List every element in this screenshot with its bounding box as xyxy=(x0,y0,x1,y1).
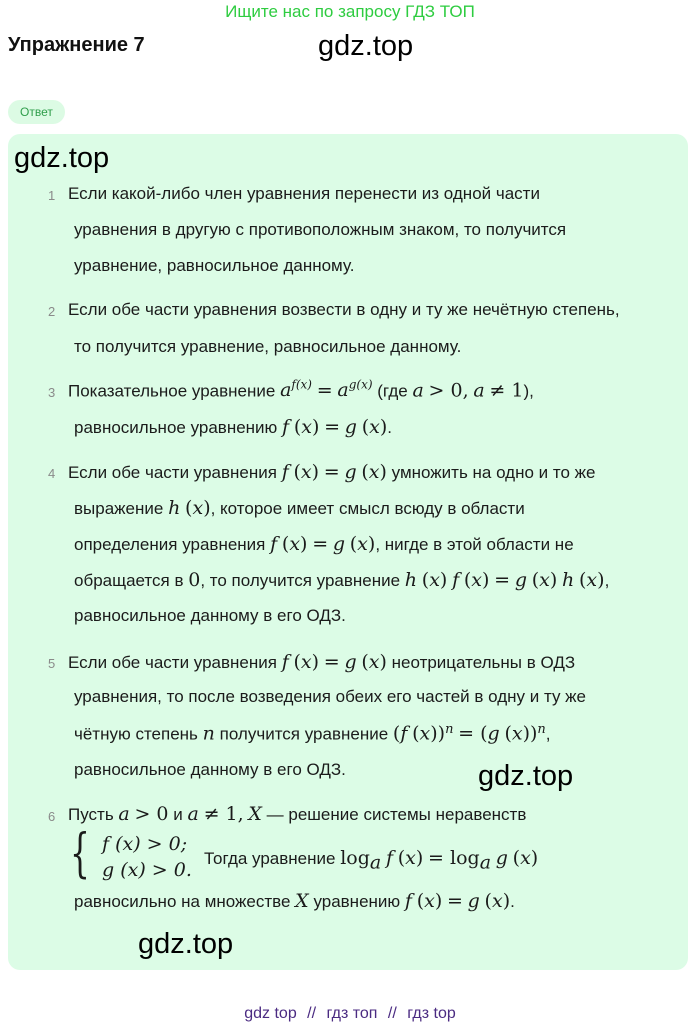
watermark: gdz.top xyxy=(138,928,234,960)
exercise-title: Упражнение 7 xyxy=(8,34,145,56)
item-text: Если обе части уравнения возвести в одну и ту же нечётную степень, xyxy=(68,300,620,319)
item-number: 1 xyxy=(48,188,56,203)
item-text: равносильное данному в его ОДЗ. xyxy=(74,606,346,625)
watermark: gdz.top xyxy=(478,760,574,792)
item-number: 4 xyxy=(48,466,56,481)
item-text: определения уравнения f (x) = g (x), нигде в этой области не xyxy=(74,533,574,555)
item-text: то получится уравнение, равносильное данному. xyxy=(74,337,462,356)
item-text: уравнения, то после возведения обеих его частей в одну и ту же xyxy=(74,687,586,706)
item-text: Если какой-либо член уравнения перенести из одной части xyxy=(68,184,540,203)
item-number: 3 xyxy=(48,385,56,400)
footer-link[interactable]: гдз top xyxy=(407,1005,456,1022)
top-banner: Ищите нас по запросу ГДЗ ТОП xyxy=(225,2,475,21)
item-number: 5 xyxy=(48,656,56,671)
answer-badge[interactable]: Ответ xyxy=(8,100,65,124)
system-brace: { xyxy=(70,824,90,884)
item-text: Если обе части уравнения f (x) = g (x) умножить на одно и то же xyxy=(68,461,596,483)
footer-link[interactable]: gdz top xyxy=(244,1005,297,1022)
system-inequality: g (x) > 0. xyxy=(102,859,192,881)
item-text: равносильно на множестве X уравнению f (x) = g (x). xyxy=(74,890,515,912)
item-text: обращается в 0, то получится уравнение h (x) f (x) = g (x) h (x), xyxy=(74,569,610,591)
item-text: равносильное данному в его ОДЗ. xyxy=(74,760,346,779)
item-text: равносильное уравнению f (x) = g (x). xyxy=(74,416,392,438)
footer-separator: // xyxy=(307,1005,317,1022)
system-inequality: f (x) > 0; xyxy=(102,833,188,855)
watermark: gdz.top xyxy=(14,142,110,174)
watermark: gdz.top xyxy=(318,30,414,62)
item-text: Пусть a > 0 и a ≠ 1, X — решение системы неравенств xyxy=(68,803,527,825)
item-text: Тогда уравнение $\log_a f$ $(x) = \log_a g$ (x) xyxy=(204,847,539,874)
footer-link[interactable]: гдз топ xyxy=(326,1005,378,1022)
item-text: выражение h (x), которое имеет смысл всюду в области xyxy=(74,497,525,519)
item-number: 6 xyxy=(48,809,56,824)
item-text: Если обе части уравнения f (x) = g (x) неотрицательны в ОДЗ xyxy=(68,651,576,673)
item-text: уравнения в другую с противоположным знаком, то получится xyxy=(74,220,567,239)
item-text: Показательное уравнение $a^{f(x)} = a^{g(x)}$ (где a > 0, a ≠ 1), xyxy=(68,378,534,402)
footer-separator: // xyxy=(387,1005,397,1022)
item-text: чётную степень n получится уравнение (f (x))$^n$ = (g (x))$^n$, xyxy=(74,722,551,745)
item-text: уравнение, равносильное данному. xyxy=(74,256,355,275)
footer-links xyxy=(0,1005,700,1023)
item-number: 2 xyxy=(48,304,56,319)
